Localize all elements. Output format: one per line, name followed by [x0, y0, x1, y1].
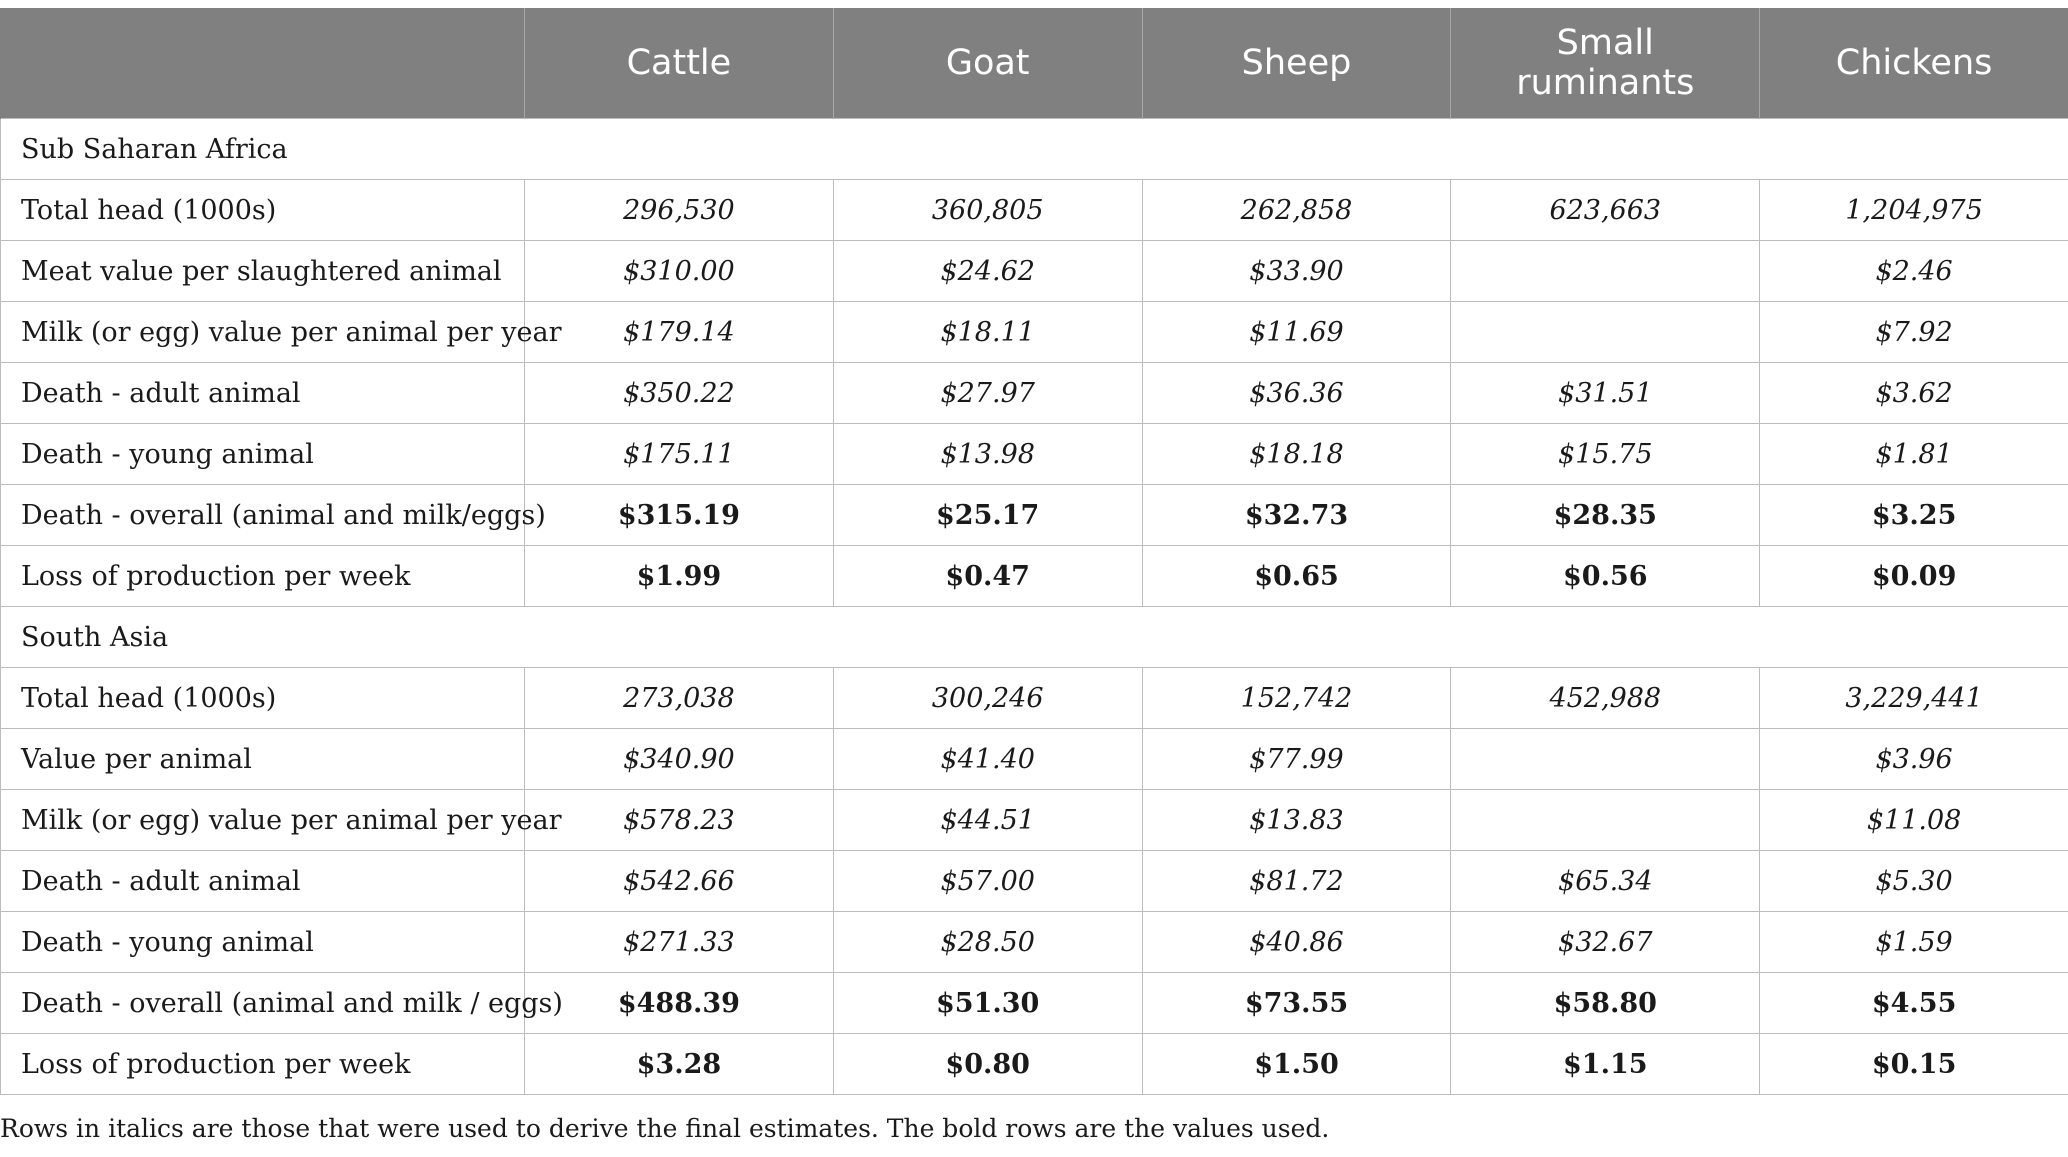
cell-goat: $51.30: [833, 973, 1142, 1034]
table-row: [1, 302, 2068, 363]
cell-sheep: $18.18: [1142, 424, 1451, 485]
row-label: Loss of production per week: [1, 546, 525, 607]
cell-small-ruminants: [1451, 790, 1760, 851]
column-header-cattle: Cattle: [525, 8, 834, 119]
cell-sheep: 262,858: [1142, 180, 1451, 241]
cell-small-ruminants: $1.15: [1451, 1034, 1760, 1095]
table-row: [1, 363, 2068, 424]
cell-goat: $0.80: [833, 1034, 1142, 1095]
cell-small-ruminants: $28.35: [1451, 485, 1760, 546]
cell-goat: $24.62: [833, 241, 1142, 302]
section-title: South Asia: [1, 607, 2068, 668]
cell-cattle: $310.00: [525, 241, 834, 302]
column-header-blank: [1, 8, 525, 119]
cell-small-ruminants: $15.75: [1451, 424, 1760, 485]
column-header-goat: Goat: [833, 8, 1142, 119]
cell-sheep: $40.86: [1142, 912, 1451, 973]
cell-sheep: $73.55: [1142, 973, 1451, 1034]
cell-chickens: $7.92: [1760, 302, 2068, 363]
section-title: Sub Saharan Africa: [1, 119, 2068, 180]
cell-sheep: $81.72: [1142, 851, 1451, 912]
table-row: [1, 729, 2068, 790]
cell-sheep: $77.99: [1142, 729, 1451, 790]
cell-small-ruminants: 452,988: [1451, 668, 1760, 729]
cell-goat: $57.00: [833, 851, 1142, 912]
livestock-value-table: [0, 8, 2068, 1095]
cell-sheep: $13.83: [1142, 790, 1451, 851]
cell-chickens: $5.30: [1760, 851, 2068, 912]
section-row: [1, 607, 2068, 668]
table-row: [1, 851, 2068, 912]
cell-cattle: $271.33: [525, 912, 834, 973]
cell-cattle: $175.11: [525, 424, 834, 485]
cell-small-ruminants: $65.34: [1451, 851, 1760, 912]
table-footnote: Rows in italics are those that were used to derive the final estimates. The bold rows are the values used.: [0, 1114, 1330, 1143]
cell-small-ruminants: $0.56: [1451, 546, 1760, 607]
row-label: Total head (1000s): [1, 180, 525, 241]
table-row: [1, 973, 2068, 1034]
cell-cattle: $3.28: [525, 1034, 834, 1095]
cell-sheep: $36.36: [1142, 363, 1451, 424]
cell-chickens: $1.59: [1760, 912, 2068, 973]
row-label: Death - overall (animal and milk/eggs): [1, 485, 525, 546]
table-row: [1, 241, 2068, 302]
row-label: Death - adult animal: [1, 363, 525, 424]
cell-cattle: $1.99: [525, 546, 834, 607]
cell-cattle: 296,530: [525, 180, 834, 241]
cell-sheep: 152,742: [1142, 668, 1451, 729]
row-label: Meat value per slaughtered animal: [1, 241, 525, 302]
cell-goat: $25.17: [833, 485, 1142, 546]
cell-sheep: $11.69: [1142, 302, 1451, 363]
cell-small-ruminants: $58.80: [1451, 973, 1760, 1034]
cell-goat: $13.98: [833, 424, 1142, 485]
cell-sheep: $0.65: [1142, 546, 1451, 607]
row-label: Death - overall (animal and milk / eggs): [1, 973, 525, 1034]
cell-goat: $0.47: [833, 546, 1142, 607]
column-header-small-ruminants: Small ruminants: [1451, 8, 1760, 119]
cell-goat: $28.50: [833, 912, 1142, 973]
row-label: Value per animal: [1, 729, 525, 790]
column-header-sheep: Sheep: [1142, 8, 1451, 119]
column-header-chickens: Chickens: [1760, 8, 2068, 119]
row-label: Total head (1000s): [1, 668, 525, 729]
row-label: Milk (or egg) value per animal per year: [1, 302, 525, 363]
cell-goat: $41.40: [833, 729, 1142, 790]
section-row: [1, 119, 2068, 180]
cell-cattle: $315.19: [525, 485, 834, 546]
cell-goat: $44.51: [833, 790, 1142, 851]
table-body: [1, 119, 2068, 1095]
table-header-row: [1, 8, 2068, 119]
cell-small-ruminants: $31.51: [1451, 363, 1760, 424]
table-row: [1, 546, 2068, 607]
cell-cattle: $488.39: [525, 973, 834, 1034]
table-row: [1, 668, 2068, 729]
cell-cattle: $350.22: [525, 363, 834, 424]
cell-cattle: $340.90: [525, 729, 834, 790]
cell-goat: 360,805: [833, 180, 1142, 241]
cell-sheep: $32.73: [1142, 485, 1451, 546]
cell-chickens: $2.46: [1760, 241, 2068, 302]
cell-small-ruminants: 623,663: [1451, 180, 1760, 241]
table-row: [1, 485, 2068, 546]
cell-small-ruminants: [1451, 729, 1760, 790]
cell-chickens: $3.96: [1760, 729, 2068, 790]
cell-small-ruminants: [1451, 302, 1760, 363]
cell-chickens: $0.15: [1760, 1034, 2068, 1095]
cell-chickens: $1.81: [1760, 424, 2068, 485]
cell-cattle: $578.23: [525, 790, 834, 851]
cell-sheep: $33.90: [1142, 241, 1451, 302]
cell-goat: $18.11: [833, 302, 1142, 363]
cell-chickens: $11.08: [1760, 790, 2068, 851]
cell-sheep: $1.50: [1142, 1034, 1451, 1095]
cell-chickens: $3.25: [1760, 485, 2068, 546]
cell-cattle: 273,038: [525, 668, 834, 729]
table-row: [1, 1034, 2068, 1095]
table-row: [1, 790, 2068, 851]
cell-goat: $27.97: [833, 363, 1142, 424]
table-row: [1, 424, 2068, 485]
cell-cattle: $542.66: [525, 851, 834, 912]
row-label: Death - adult animal: [1, 851, 525, 912]
row-label: Death - young animal: [1, 424, 525, 485]
cell-chickens: 3,229,441: [1760, 668, 2068, 729]
cell-chickens: $0.09: [1760, 546, 2068, 607]
cell-chickens: $3.62: [1760, 363, 2068, 424]
row-label: Death - young animal: [1, 912, 525, 973]
cell-chickens: $4.55: [1760, 973, 2068, 1034]
cell-cattle: $179.14: [525, 302, 834, 363]
table-row: [1, 180, 2068, 241]
row-label: Milk (or egg) value per animal per year: [1, 790, 525, 851]
cell-small-ruminants: [1451, 241, 1760, 302]
cell-chickens: 1,204,975: [1760, 180, 2068, 241]
cell-goat: 300,246: [833, 668, 1142, 729]
row-label: Loss of production per week: [1, 1034, 525, 1095]
table-row: [1, 912, 2068, 973]
cell-small-ruminants: $32.67: [1451, 912, 1760, 973]
